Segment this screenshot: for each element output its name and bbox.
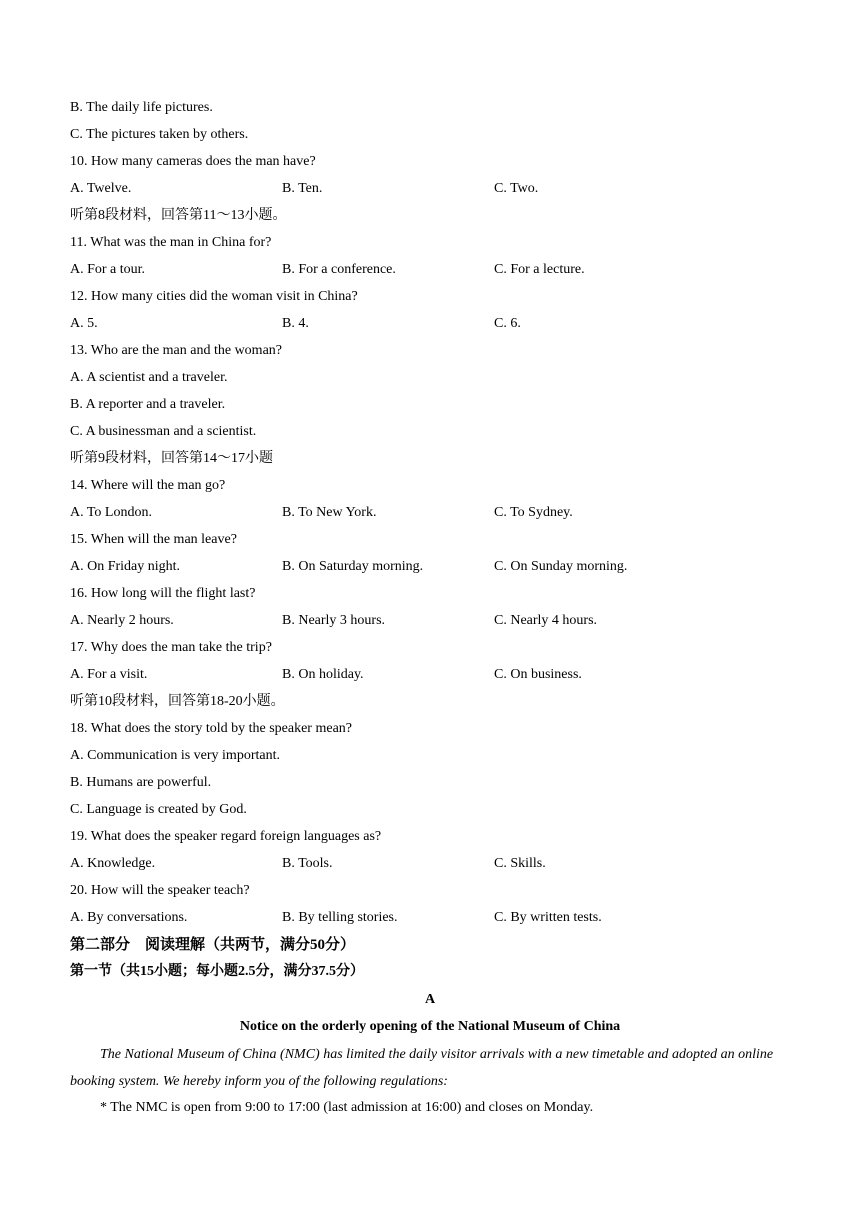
q17-option-b: B. On holiday. (282, 667, 364, 682)
q20-options (70, 908, 770, 928)
q10-option-a: A. Twelve. (70, 181, 132, 196)
q19-option-c: C. Skills. (494, 856, 546, 871)
q19-options (70, 854, 770, 874)
q17-options (70, 665, 770, 685)
q17-option-a: A. For a visit. (70, 667, 148, 682)
q18-option-c: C. Language is created by God. (70, 802, 247, 817)
q20-option-a: A. By conversations. (70, 910, 188, 925)
segment-10-instruction: 听第10段材料，回答第18-20小题。 (70, 694, 285, 709)
q14-option-c: C. To Sydney. (494, 505, 573, 520)
passage-letter: A (424, 992, 436, 1007)
regulation-item: * The NMC is open from 9:00 to 17:00 (last admission at 16:00) and closes on Monday. (100, 1100, 594, 1115)
question-15: 15. When will the man leave? (70, 532, 237, 547)
q15-options (70, 557, 770, 577)
q11-option-c: C. For a lecture. (494, 262, 585, 277)
q11-option-b: B. For a conference. (282, 262, 396, 277)
question-18: 18. What does the story told by the speaker mean? (70, 721, 352, 736)
q20-option-c: C. By written tests. (494, 910, 602, 925)
q16-option-b: B. Nearly 3 hours. (282, 613, 386, 628)
q12-option-b: B. 4. (282, 316, 309, 331)
segment-9-instruction: 听第9段材料，回答第14～17小题 (70, 451, 273, 466)
question-12: 12. How many cities did the woman visit in China? (70, 289, 358, 304)
passage-intro: The National Museum of China (NMC) has limited the daily visitor arrivals with a new timetable and adopted an online booking system. We hereby inform you of the following regulations: (70, 1047, 774, 1089)
q15-option-b: B. On Saturday morning. (282, 559, 424, 574)
q15-option-c: C. On Sunday morning. (494, 559, 628, 574)
q9-option-c: C. The pictures taken by others. (70, 127, 249, 142)
q16-options (70, 611, 770, 631)
question-19: 19. What does the speaker regard foreign languages as? (70, 829, 382, 844)
q19-option-a: A. Knowledge. (70, 856, 156, 871)
passage-title: Notice on the orderly opening of the National Museum of China (239, 1019, 621, 1034)
q12-option-c: C. 6. (494, 316, 521, 331)
q11-options (70, 260, 770, 280)
q14-option-b: B. To New York. (282, 505, 377, 520)
q16-option-c: C. Nearly 4 hours. (494, 613, 598, 628)
q13-option-b: B. A reporter and a traveler. (70, 397, 226, 412)
q10-options (70, 179, 770, 199)
segment-8-instruction: 听第8段材料，回答第11～13小题。 (70, 208, 287, 223)
q11-option-a: A. For a tour. (70, 262, 146, 277)
q20-option-b: B. By telling stories. (282, 910, 398, 925)
q10-option-b: B. Ten. (282, 181, 323, 196)
q17-option-c: C. On business. (494, 667, 582, 682)
q10-option-c: C. Two. (494, 181, 539, 196)
question-13: 13. Who are the man and the woman? (70, 343, 283, 358)
q15-option-a: A. On Friday night. (70, 559, 181, 574)
part-2-heading: 第二部分 阅读理解（共两节，满分50分） (70, 937, 356, 953)
question-10: 10. How many cameras does the man have? (70, 154, 316, 169)
section-1-heading: 第一节（共15小题；每小题2.5分，满分37.5分） (70, 964, 364, 979)
q13-option-c: C. A businessman and a scientist. (70, 424, 257, 439)
q14-option-a: A. To London. (70, 505, 152, 520)
question-16: 16. How long will the flight last? (70, 586, 256, 601)
q12-option-a: A. 5. (70, 316, 98, 331)
q16-option-a: A. Nearly 2 hours. (70, 613, 174, 628)
question-11: 11. What was the man in China for? (70, 235, 272, 250)
question-14: 14. Where will the man go? (70, 478, 226, 493)
q13-option-a: A. A scientist and a traveler. (70, 370, 228, 385)
question-20: 20. How will the speaker teach? (70, 883, 250, 898)
q9-option-b: B. The daily life pictures. (70, 100, 213, 115)
q18-option-b: B. Humans are powerful. (70, 775, 212, 790)
question-17: 17. Why does the man take the trip? (70, 640, 272, 655)
q14-options (70, 503, 770, 523)
q12-options (70, 314, 770, 334)
q19-option-b: B. Tools. (282, 856, 333, 871)
q18-option-a: A. Communication is very important. (70, 748, 280, 763)
